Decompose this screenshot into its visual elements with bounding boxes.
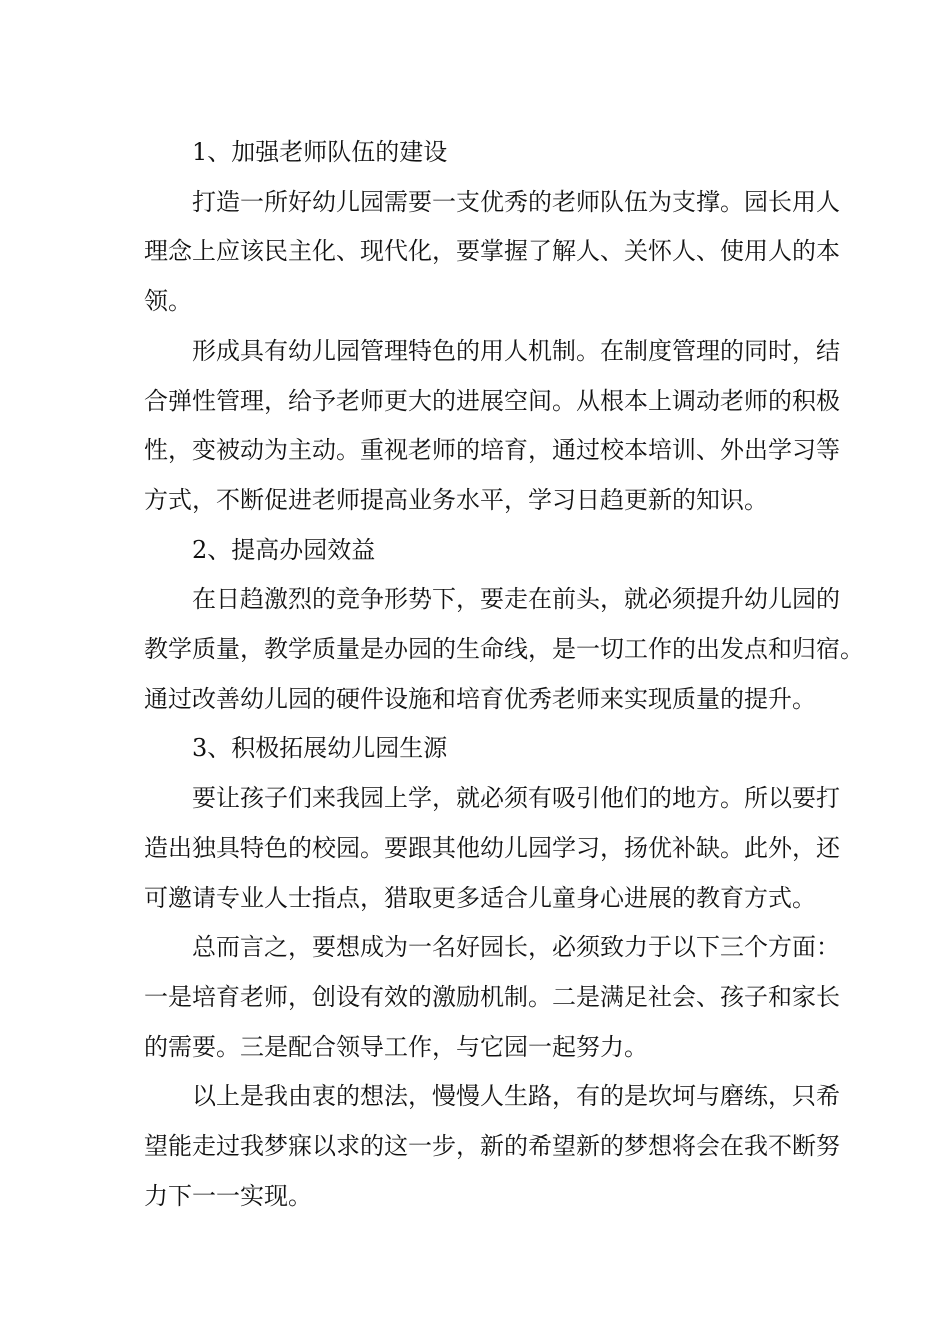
heading-1: [144, 128, 816, 178]
paragraph: [144, 923, 840, 1072]
text-line: 在日趋激烈的竞争形势下，要走在前头，就必须提升幼儿园的: [192, 585, 840, 614]
paragraph: [144, 774, 840, 923]
text-line: 打造一所好幼儿园需要一支优秀的老师队伍为支撑。园长用人: [192, 187, 840, 216]
paragraph: [144, 327, 840, 526]
text-line: 望能走过我梦寐以求的这一步，新的希望新的梦想将会在我不断努: [144, 1132, 840, 1161]
text-line: 方式，不断促进老师提高业务水平，学习日趋更新的知识。: [144, 485, 768, 514]
text-line: 要让孩子们来我园上学，就必须有吸引他们的地方。所以要打: [192, 784, 840, 813]
paragraph: [144, 575, 864, 724]
text-line: 形成具有幼儿园管理特色的用人机制。在制度管理的同时，结: [192, 336, 840, 365]
paragraph: [144, 1072, 840, 1221]
text-line: 力下一一实现。: [144, 1181, 312, 1210]
text-line: 造出独具特色的校园。要跟其他幼儿园学习，扬优补缺。此外，还: [144, 833, 840, 862]
text-line: 总而言之，要想成为一名好园长，必须致力于以下三个方面：: [192, 933, 840, 962]
heading-2: [144, 526, 816, 576]
text-line: 可邀请专业人士指点，猎取更多适合儿童身心进展的教育方式。: [144, 883, 816, 912]
text-line: 领。: [144, 287, 192, 316]
document-body: [144, 128, 864, 1221]
text-line: 通过改善幼儿园的硬件设施和培育优秀老师来实现质量的提升。: [144, 684, 816, 713]
text-line: 的需要。三是配合领导工作，与它园一起努力。: [144, 1032, 648, 1061]
paragraph: [144, 178, 840, 327]
text-line: 性，变被动为主动。重视老师的培育，通过校本培训、外出学习等: [144, 436, 840, 465]
text-line: 教学质量，教学质量是办园的生命线，是一切工作的出发点和归宿。: [144, 635, 864, 664]
text-line: 3、积极拓展幼儿园生源: [192, 734, 448, 763]
heading-3: [144, 724, 816, 774]
text-line: 2、提高办园效益: [192, 535, 376, 564]
text-line: 一是培育老师，创设有效的激励机制。二是满足社会、孩子和家长: [144, 982, 840, 1011]
text-line: 合弹性管理，给予老师更大的进展空间。从根本上调动老师的积极: [144, 386, 840, 415]
text-line: 理念上应该民主化、现代化，要掌握了解人、关怀人、使用人的本: [144, 237, 840, 266]
text-line: 以上是我由衷的想法，慢慢人生路，有的是坎坷与磨练，只希: [192, 1082, 840, 1111]
text-line: 1、加强老师队伍的建设: [192, 138, 448, 166]
